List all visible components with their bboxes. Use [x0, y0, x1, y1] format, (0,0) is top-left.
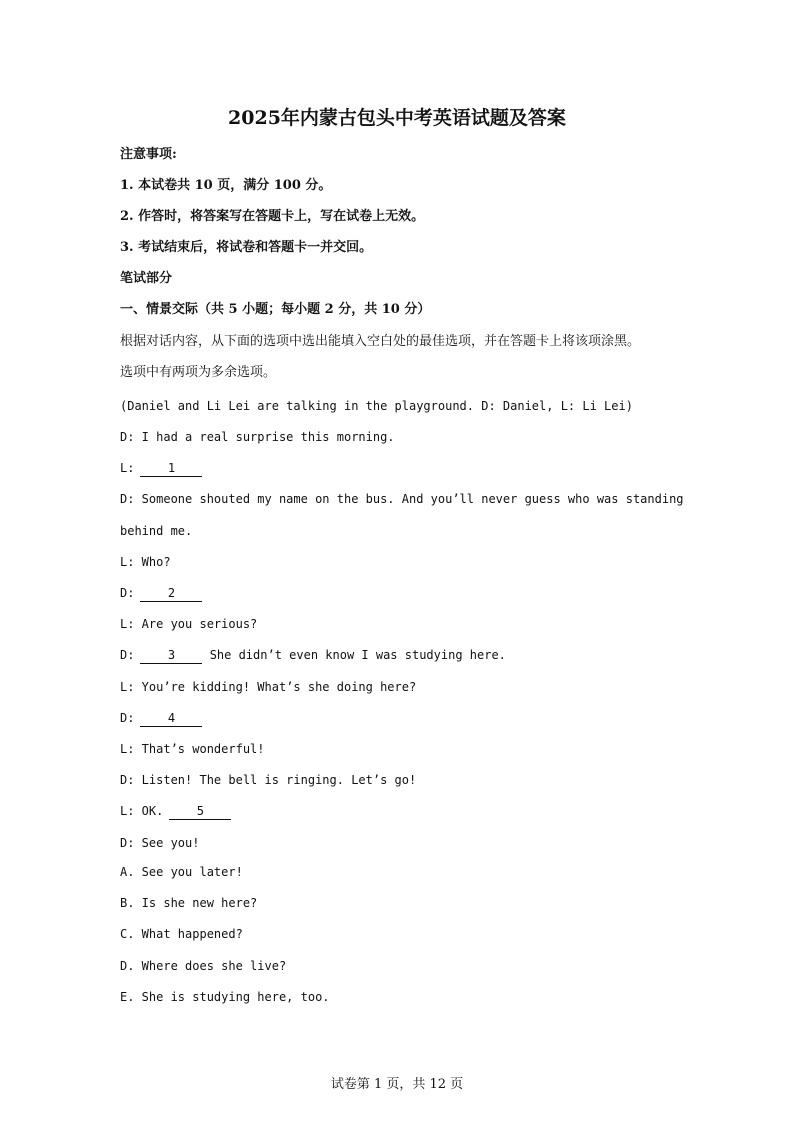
option-e: E. She is studying here, too. — [120, 990, 330, 1004]
answer-blank-2: 2 — [140, 586, 202, 602]
option-c: C. What happened? — [120, 927, 243, 941]
dialogue-line: D: See you! — [120, 836, 200, 850]
option-b: B. Is she new here? — [120, 896, 258, 910]
note-item: 1. 本试卷共 10 页，满分 100 分。 — [120, 178, 332, 193]
dialogue-text: She didn’t even know I was studying here. — [209, 648, 506, 662]
note-item: 3. 考试结束后，将试卷和答题卡一并交回。 — [120, 240, 373, 255]
dialogue-line: L: Who? — [120, 555, 171, 569]
page-title: 2025年内蒙古包头中考英语试题及答案 — [228, 107, 566, 129]
dialogue-line — [120, 802, 231, 820]
dialogue-line: behind me. — [120, 524, 193, 538]
option-a: A. See you later! — [120, 865, 243, 879]
dialogue-line: L: Are you serious? — [120, 617, 258, 631]
dialogue-line — [120, 459, 202, 477]
dialogue-line: D: I had a real surprise this morning. — [120, 430, 395, 444]
part-heading: 笔试部分 — [120, 271, 173, 286]
section-instruction: 根据对话内容，从下面的选项中选出能填入空白处的最佳选项，并在答题卡上将该项涂黑。 — [120, 334, 641, 349]
dialogue-line: D: Listen! The bell is ringing. Let’s go! — [120, 773, 417, 787]
answer-blank-1: 1 — [140, 461, 202, 477]
note-item: 2. 作答时，将答案写在答题卡上，写在试卷上无效。 — [120, 209, 425, 224]
dialogue-line — [120, 646, 506, 664]
dialogue-line: L: You’re kidding! What’s she doing here? — [120, 680, 417, 694]
speaker: L: — [120, 461, 135, 475]
page-footer: 试卷第 1 页，共 12 页 — [330, 1077, 464, 1092]
dialogue-line: D: Someone shouted my name on the bus. And you’ll never guess who was standing — [120, 492, 684, 506]
speaker: D: — [120, 648, 135, 662]
answer-blank-4: 4 — [140, 711, 202, 727]
dialogue-intro: (Daniel and Li Lei are talking in the playground. D: Daniel, L: Li Lei) — [120, 399, 633, 413]
answer-blank-5: 5 — [169, 804, 231, 820]
dialogue-line — [120, 709, 202, 727]
speaker: D: — [120, 711, 135, 725]
speaker: D: — [120, 586, 135, 600]
answer-blank-3: 3 — [140, 648, 202, 664]
dialogue-line — [120, 584, 202, 602]
speaker: L: OK. — [120, 804, 164, 818]
section-instruction: 选项中有两项为多余选项。 — [120, 365, 277, 380]
dialogue-line: L: That’s wonderful! — [120, 742, 265, 756]
option-d: D. Where does she live? — [120, 959, 287, 973]
section-heading: 一、情景交际（共 5 小题；每小题 2 分，共 10 分） — [120, 302, 431, 317]
notes-heading: 注意事项: — [120, 147, 177, 162]
